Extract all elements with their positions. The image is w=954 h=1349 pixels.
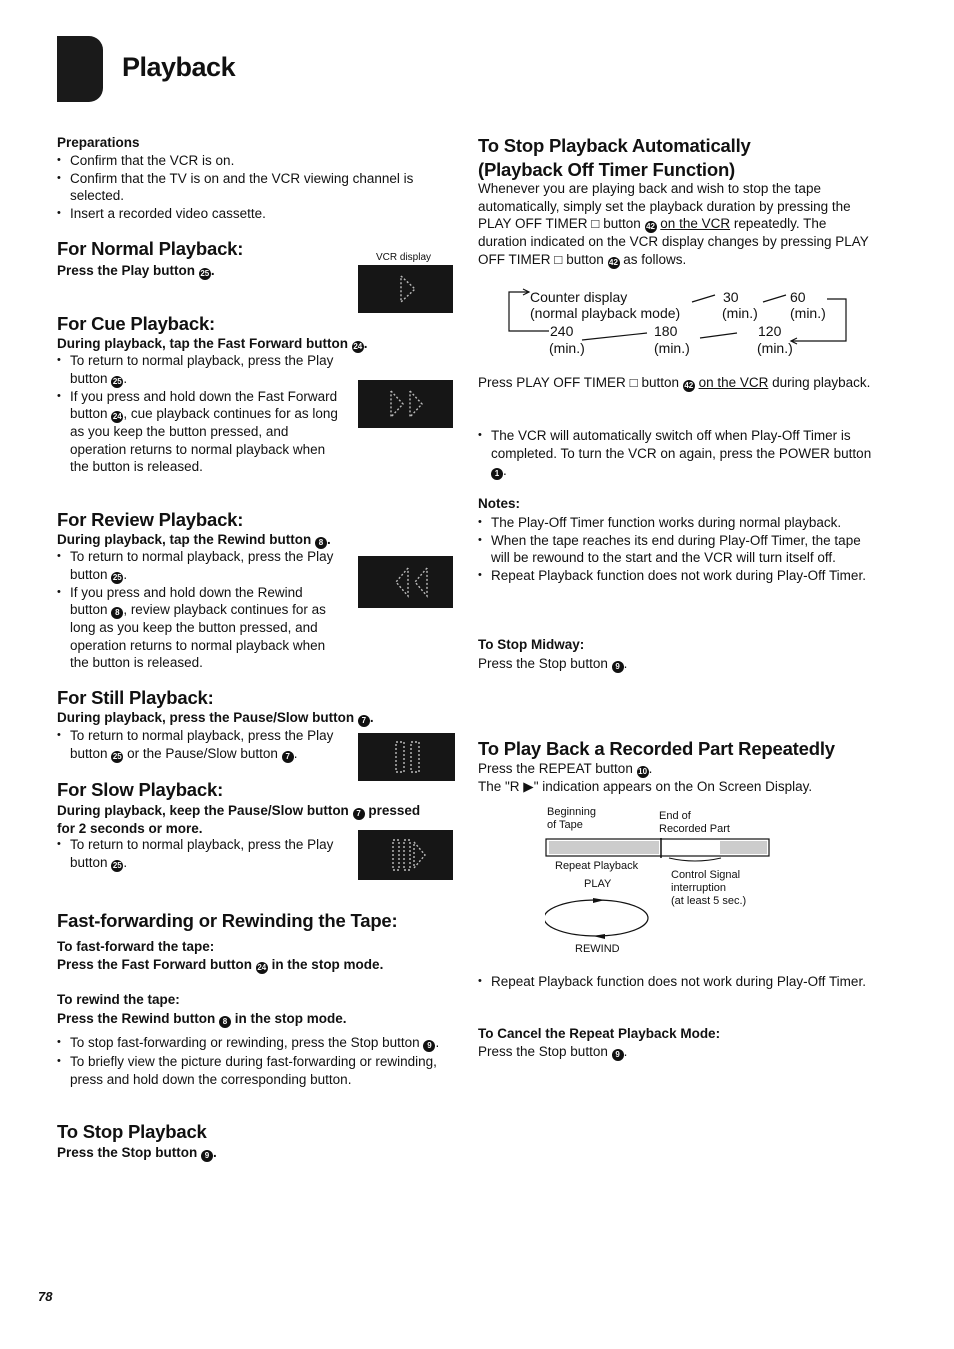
ff-rew-heading: Fast-forwarding or Rewinding the Tape:: [57, 910, 398, 931]
repeat-heading: To Play Back a Recorded Part Repeatedly: [478, 738, 835, 759]
button-number-icon: 9: [612, 661, 624, 673]
rew-subheading: To rewind the tape:: [57, 992, 180, 1007]
beginning-of-tape-label: Beginning of Tape: [547, 806, 596, 831]
rew-instruction: Press the Rewind button 8 in the stop mode.: [57, 1011, 347, 1026]
preparations-heading: Preparations: [57, 135, 140, 150]
normal-mode-label: (normal playback mode): [530, 305, 681, 321]
list-item: • To briefly view the picture during fast-forwarding or rewinding, press and hold down the corresponding button.: [57, 1053, 455, 1088]
stop-playback-heading: To Stop Playback: [57, 1121, 207, 1142]
still-playback-heading: For Still Playback:: [57, 687, 214, 708]
slow-symbol-icon: [358, 830, 453, 880]
play-label: PLAY: [584, 878, 612, 890]
list-item: • Repeat Playback function does not work during Play-Off Timer.: [478, 567, 883, 585]
preparations-list: [57, 152, 447, 222]
notes-heading: Notes:: [478, 496, 521, 511]
play-symbol-icon: [358, 265, 453, 313]
pause-symbol-icon: [358, 733, 455, 781]
timer-value: 240: [550, 323, 574, 339]
still-list: [57, 727, 357, 763]
cancel-repeat-text: Press the Stop button 9 .: [478, 1044, 628, 1059]
list-item: • To return to normal playback, press the Play button 25 .: [57, 548, 342, 584]
offtimer-during-playback: Press PLAY OFF TIMER □ button 42 on the VCR during playback.: [478, 375, 871, 390]
stop-playback-instruction: Press the Stop button 9 .: [57, 1145, 217, 1160]
cue-playback-instruction: During playback, tap the Fast Forward button 24 .: [57, 336, 368, 351]
list-item: • Insert a recorded video cassette.: [57, 205, 447, 223]
control-signal-label: Control Signal interruption (at least 5 sec.): [671, 869, 747, 907]
offtimer-heading: To Stop Playback Automatically (Playback Off Timer Function): [478, 135, 751, 180]
timer-value: 120: [758, 323, 782, 339]
button-number-icon: 7: [358, 715, 370, 727]
vcr-display-label: VCR display: [376, 252, 432, 263]
list-item: • If you press and hold down the Fast Forward button 24 , cue playback continues for as long as you keep the button pressed, and operation returns to normal playback when the button is released.: [57, 388, 342, 476]
button-number-icon: 25: [200, 269, 210, 278]
button-number-icon: 1: [491, 468, 503, 480]
list-item: • To return to normal playback, press the Play button 25 or the Pause/Slow button 7 .: [57, 727, 357, 763]
midway-heading: To Stop Midway:: [478, 637, 585, 652]
vcr-display-still: [358, 733, 455, 781]
timer-value: 180: [654, 323, 678, 339]
timer-cycle-diagram: [505, 285, 850, 360]
button-number-icon: 8: [219, 1016, 231, 1028]
timer-unit: (min.): [654, 340, 690, 356]
button-number-icon: 25: [112, 860, 122, 870]
list-item: • The VCR will automatically switch off when Play-Off Timer is completed. To turn the VCR on again, press the POWER button 1 .: [478, 427, 878, 480]
review-list: [57, 548, 342, 672]
vcr-display-slow: [358, 830, 453, 880]
page-title: Playback: [122, 52, 236, 82]
still-playback-instruction: During playback, press the Pause/Slow button 7 .: [57, 710, 374, 725]
repeat-playback-label: Repeat Playback: [555, 860, 639, 872]
list-item: • If you press and hold down the Rewind button 8 , review playback continues for as long as you keep the button pressed, and operation returns to normal playback when the button is released.: [57, 584, 342, 672]
button-number-icon: 9: [201, 1150, 213, 1162]
button-number-icon: 25: [112, 751, 122, 761]
slow-list: [57, 836, 342, 872]
button-number-icon: 25: [112, 376, 122, 386]
list-item: • Confirm that the VCR is on.: [57, 152, 447, 170]
repeat-bullet: [478, 973, 878, 991]
vcr-display-review: [358, 556, 453, 608]
rewind-label: REWIND: [575, 943, 620, 955]
button-number-icon: 42: [646, 222, 655, 232]
list-item: • To return to normal playback, press the Play button 25 .: [57, 352, 342, 388]
cancel-repeat-heading: To Cancel the Repeat Playback Mode:: [478, 1026, 721, 1041]
list-item: • To stop fast-forwarding or rewinding, press the Stop button 9 .: [57, 1034, 455, 1052]
list-item: • To return to normal playback, press the Play button 25 .: [57, 836, 342, 872]
counter-display-label: Counter display: [530, 289, 628, 305]
button-number-icon: 42: [684, 381, 694, 390]
timer-value: 30: [723, 289, 739, 305]
button-number-icon: 9: [612, 1049, 624, 1061]
ff-rew-list: [57, 1034, 455, 1088]
button-number-icon: 24: [112, 412, 122, 422]
button-number-icon: 8: [111, 607, 123, 619]
repeat-instruction: Press the REPEAT button 10 .: [478, 761, 653, 776]
button-number-icon: 24: [353, 342, 363, 351]
section-tab: [57, 36, 103, 102]
button-number-icon: 7: [282, 751, 294, 763]
timer-value: 60: [790, 289, 806, 305]
button-number-icon: 42: [609, 257, 618, 267]
list-item: • The Play-Off Timer function works during normal playback.: [478, 514, 883, 532]
midway-text: Press the Stop button 9 .: [478, 656, 628, 671]
list-item: • Repeat Playback function does not work during Play-Off Timer.: [478, 973, 878, 991]
cue-list: [57, 352, 342, 476]
offtimer-bullet: [478, 427, 878, 480]
cue-playback-heading: For Cue Playback:: [57, 313, 216, 334]
slow-playback-instruction: During playback, keep the Pause/Slow button 7 pressed for 2 seconds or more.: [57, 803, 421, 836]
button-number-icon: 24: [257, 963, 267, 972]
vcr-display-cue: [358, 380, 453, 428]
repeat-indication: The "R ▶" indication appears on the On Screen Display.: [478, 779, 813, 794]
timer-icon: □: [629, 375, 638, 390]
vcr-display-play: [358, 265, 453, 313]
button-number-icon: 8: [315, 537, 327, 549]
normal-playback-instruction: Press the Play button 25 .: [57, 263, 215, 278]
slow-playback-heading: For Slow Playback:: [57, 779, 224, 800]
offtimer-paragraph: Whenever you are playing back and wish to stop the tape automatically, simply set the playback duration by pressing the PLAY OFF TIMER □ button 42 on the VCR repeatedly. The duration indicated on the VCR display changes by pressing PLAY OFF TIMER □ button 42 as follows.: [478, 181, 869, 267]
page-number: 78: [38, 1289, 53, 1304]
list-item: • Confirm that the TV is on and the VCR viewing channel is selected.: [57, 170, 447, 205]
list-item: • When the tape reaches its end during Play-Off Timer, the tape will be rewound to the start and the VCR will turn itself off.: [478, 532, 883, 567]
ff-instruction: Press the Fast Forward button 24 in the stop mode.: [57, 957, 384, 972]
timer-unit: (min.): [790, 305, 826, 321]
timer-icon: □: [554, 251, 563, 267]
normal-playback-heading: For Normal Playback:: [57, 238, 244, 259]
timer-unit: (min.): [722, 305, 758, 321]
button-number-icon: 25: [112, 572, 122, 582]
timer-unit: (min.): [549, 340, 585, 356]
review-playback-instruction: During playback, tap the Rewind button 8 .: [57, 532, 331, 547]
rewind-symbol-icon: [358, 556, 453, 608]
end-of-recorded-label: End of Recorded Part: [659, 810, 730, 835]
review-playback-heading: For Review Playback:: [57, 509, 244, 530]
ff-subheading: To fast-forward the tape:: [57, 939, 215, 954]
button-number-icon: 10: [638, 767, 648, 776]
fast-forward-symbol-icon: [358, 380, 453, 428]
button-number-icon: 9: [423, 1040, 435, 1052]
notes-list: [478, 514, 883, 584]
timer-icon: □: [591, 216, 600, 232]
timer-unit: (min.): [757, 340, 793, 356]
button-number-icon: 7: [353, 808, 365, 820]
